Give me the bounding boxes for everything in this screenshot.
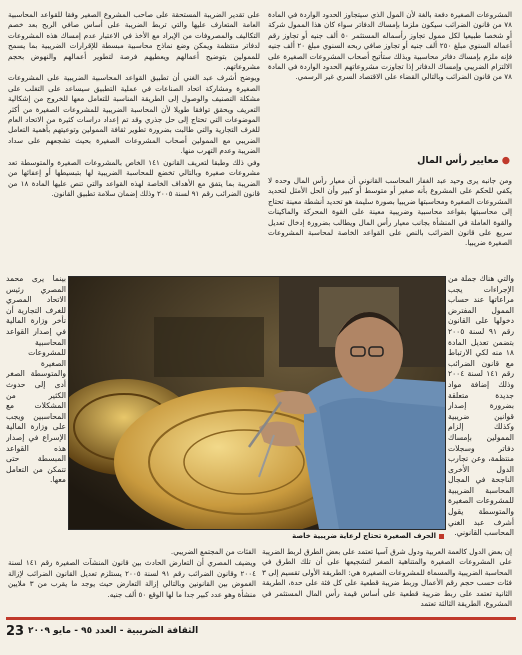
bullet-icon: ● bbox=[501, 155, 510, 166]
article-paragraph: وفي ذلك وطبقا لتعريف القانون ١٤١ الخاص بالمشروعات الصغيرة والمتوسطة تعد مشروعات صغيرة وبالتالي تخضع للمحاسبة الضريبية لها بتبسيطها أو إعفائها من الضريبة بما يتفق مع الأهداف الخاصة لهذه القواعد والتي تنص عليها المادة ١٨ من قانون الضرائب رقم ٩١ لسنة ٢٠٠٥ وذلك إضمان سلامة تطبيق القانون. bbox=[8, 157, 260, 198]
article-paragraph: ويضيف المصري أن التعارض الحادث بين قانون المنشآت الصغيرة رقم ١٤١ لسنة ٢٠٠٤ وقانون الضرائب رقم ٩١ لسنة ٢٠٠٥ يستلزم تعديل القانون الضرائب لإزالة الغموض بين القانونين وبالتالي إزالة التعارض حيث يوجد ما يقرب من ٣ ملايين منشأة وهو عدد كبير جدا ما لها الوقع ٥٠ ألف جنيه. bbox=[8, 558, 256, 599]
photo-caption bbox=[200, 531, 444, 543]
article-paragraph: ويوضح أشرف عبد الغني أن تطبيق القواعد المحاسبية الضريبية على المشروعات الصغيرة ومشاركة اتحاد الصناعات في عملية التطبيق سيساعد على التغلب على مشكلة التصنيف والوصول إلى الطريقة المناسبة للتعامل معها للخروج من إشكالية التعريف ويحقق توافقا طويلا لأن المحاسبة الضريبية للمشروعات الصغيرة من أكثر الموضوعات التي تحتاج إلى حل جذري وقد تم إعداد دراسات كثيرة من الاتحاد العام للغرف التجارية والتي طالبت بضرورة تطوير ثقافة الممولين وتوعيتهم بأهمية التعامل الضريبي مع الممولين أصحاب المشروعات الصغيرة بحيث تشجعهم على سداد الضريبة وعدم التهرب منها. bbox=[8, 73, 260, 156]
article-paragraph: والتي هناك جملة من الإجراءات يجب مراعاتها عند حساب الممول المفترض دخولها على القانون رقم ٩١ لسنة ٢٠٠٥ بتضمن تعديل المادة ١٨ منه لكي الارتباط مع قانون الضرائب رقم ١٤١ لسنة ٢٠٠٤ وذلك إضافة مواد جديدة متعلقة بضرورة إصدار قوانين ضريبية وكذلك إلزام الممولين بإمساك دفاتر وسجلات منتظمة، وعن تجارب الدول الأخرى الناجحة في المجال المحاسبة الضريبية للمشروعات الصغيرة والمتوسطة يقول أشرف عبد الغني المحاسب القانوني. bbox=[448, 274, 514, 538]
craftsman-illustration bbox=[69, 277, 445, 529]
article-paragraph: الفئات من المجتمع الضريبي. bbox=[170, 547, 256, 556]
footer-divider bbox=[6, 617, 516, 620]
article-paragraph: بينما يرى محمد المصري رئيس الاتحاد المصري للغرف التجارية أن تأخر وزارة المالية في إصدار القواعد المحاسبية للمشروعات الصغيرة والمتوسطة الصغر أدى إلى حدوث الكثير من المشكلات مع المحاسبين ويجب على وزارة المالية الإسراع في إصدار هذه القواعد المبسطة حتى تتمكن من التعامل معها. bbox=[6, 274, 66, 485]
section-subheading bbox=[380, 155, 510, 171]
article-paragraph: إن بعض الدول كالعمة العربية ودول شرق آسيا تعتمد على بعض الطرق لربط الضريبة على المشروعات الصغيرة والمتناهية الصغر لتشجيعها على أن تلك الطرق في المحاسبة الضريبية والمسماة للمشروعات الصغيرة هي: الطريقة الأولى تقسيم إلى ٣ فئات حسب حجم رقم الأعمال وربط ضريبة قطعية على كل فئة على حدة، الطريقة الثانية تعتمد على ربط ضريبة قطعية على أساس قيمة رأس المال المستثمر في المشروع، الطريقة الثالثة تعتمد bbox=[262, 547, 512, 609]
article-column-bottom-left bbox=[8, 547, 256, 609]
article-photo bbox=[68, 276, 446, 530]
caption-text: الحرف الصغيرة تحتاج لرعاية ضريبية خاصة bbox=[292, 532, 436, 540]
publication-info: الثقافة الضريبية - العدد ٩٥ - مايو ٢٠٠٩ bbox=[28, 626, 199, 636]
article-paragraph: ومن جانبه يرى وحيد عبد الغفار المحاسب القانوني أن معيار رأس المال وحده لا يكفي للحكم على المشروع بأنه صغير أو متوسط أو كبير وأن الحل الأمثل لتحديد المشروعات الصغيرة ومحاسبتها ضريبيا بصورة سليمة هو تحديد أنشطة معينة تحتاج إلى محاسبتها بقواعد محاسبية وضريبية معينة على القوة المحركة والماكينات والقوة العاملة في المنشأة بجانب معيار رأس المال ويطالب بضرورة إدخال تعديل سريع على قانون الضرائب بالنص على القواعد الخاصة لمحاسبة المشروعات الصغيرة ضريبيا. bbox=[268, 176, 512, 248]
article-column-right-strip bbox=[448, 274, 514, 542]
caption-marker-icon bbox=[439, 534, 444, 539]
article-column-bottom-right bbox=[262, 547, 512, 609]
subheading-text: معايير رأس المال bbox=[417, 155, 499, 166]
article-column-right-top bbox=[268, 10, 512, 150]
article-column-right-mid bbox=[268, 176, 512, 272]
article-column-left-top bbox=[8, 10, 260, 270]
page-footer bbox=[0, 617, 522, 655]
article-paragraph: على تقدير الضريبة المستحقة على صاحب المشروع الصغير وفقا للقواعد المحاسبية العامة المتعارف عليها والتي تربط الضريبة على أساس صافي الربح بعد خصم التكاليف والمصروفات من الإيراد مع الأخذ في الاعتبار عدم إمساك هذه المشروعات لدفاتر منتظمة ويمكن وضع نماذج محاسبية مبسطة للإقرارات الضريبية بما يسمح للممولين بتوضيح أعمالهم ويعطيهم فرصة لتطوير أعمالهم والنهوض بحجم مشروعاتهم. bbox=[8, 10, 260, 72]
article-paragraph: المشروعات الصغيرة دفعة بالغة لأن المول الذي سيتجاوز الحدود الواردة في المادة ٧٨ من قانون الضرائب سيكون ملزما بإمساك الدفاتر سواء كان هذا الممول شركة أو شخصا طبيعيا لكل ممول تجاوز رأسماله المستثمر ٥٠ ألف جنيه أو تجاوز رقم أعماله السنوي مبلغ ٢٥٠ ألف جنيه أو تجاوز صافي ربحه السنوي مبلغ ٢٠ ألف جنيه فإنه ملزم بإمساك دفاتر محاسبية وبذلك ستأتيح أصحاب المشروعات الصغيرة على الالتزام الضريبي وإمساك الدفاتر إذا تجاوزت مشروعاتهم الحدود الواردة في المادة ٧٨ من قانون الضرائب وبالتالي القضاء على الاقتصاد السري غير الرسمي. bbox=[268, 10, 512, 82]
page-number: 23 bbox=[6, 624, 25, 639]
article-column-left-strip bbox=[6, 274, 66, 542]
